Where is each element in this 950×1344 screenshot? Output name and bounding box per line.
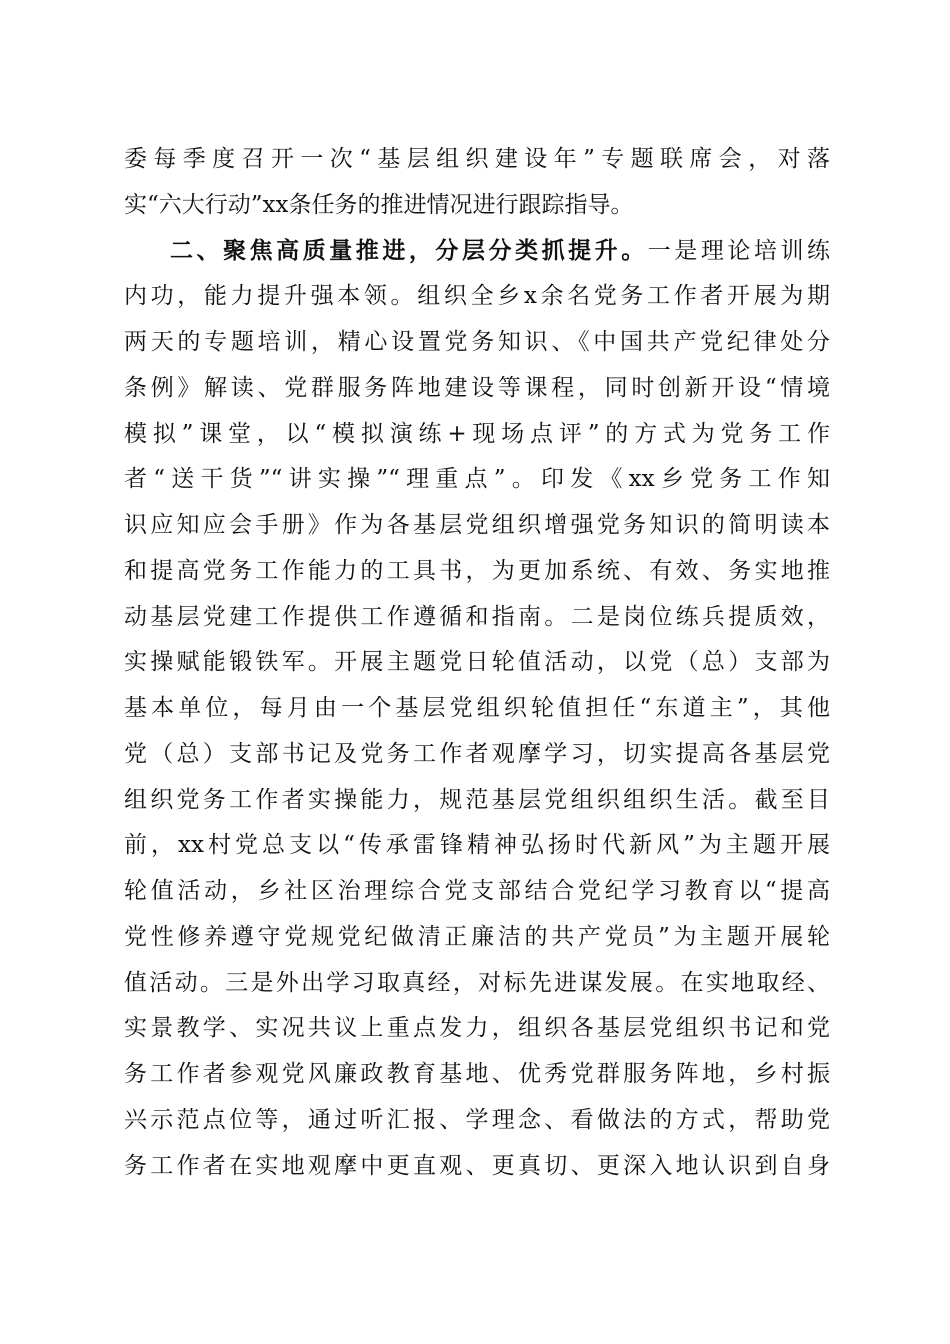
text-line: 实景教学、实况共议上重点发力，组织各基层党组织书记和党 [124, 1015, 830, 1042]
text-line: 识应知应会手册》作为各基层党组织增强党务知识的简明读本 [124, 512, 830, 538]
text-line: 组织党务工作者实操能力，规范基层党组织组织生活。截至目 [124, 786, 830, 813]
text-line: 务工作者在实地观摩中更直观、更真切、更深入地认识到自身 [124, 1152, 830, 1179]
section-heading: 二、聚焦高质量推进，分层分类抓提升。 [170, 237, 648, 264]
text-line: 前，xx村党总支以“传承雷锋精神弘扬时代新风”为主题开展 [124, 832, 830, 859]
text-line: 模拟”课堂，以“模拟演练+现场点评”的方式为党务工作 [124, 420, 830, 447]
text-line: 者“送干货”“讲实操”“理重点”。印发《xx乡党务工作知 [124, 466, 830, 493]
section-heading-line [124, 229, 830, 275]
text-line: 党（总）支部书记及党务工作者观摩学习，切实提高各基层党 [124, 740, 830, 767]
document-body [124, 137, 830, 1189]
text-line: 动基层党建工作提供工作遵循和指南。二是岗位练兵提质效， [124, 603, 830, 630]
text-line: 轮值活动，乡社区治理综合党支部结合党纪学习教育以“提高 [124, 878, 830, 904]
text-line: 值活动。三是外出学习取真经，对标先进谋发展。在实地取经、 [124, 969, 830, 996]
text-line: 务工作者参观党风廉政教育基地、优秀党群服务阵地，乡村振 [124, 1061, 830, 1087]
text-line: 和提高党务工作能力的工具书，为更加系统、有效、务实地推 [124, 557, 830, 584]
text-line: 基本单位，每月由一个基层党组织轮值担任“东道主”，其他 [124, 695, 830, 721]
text-line: 实“六大行动”xx条任务的推进情况进行跟踪指导。 [124, 191, 634, 218]
text-line: 条例》解读、党群服务阵地建设等课程，同时创新开设“情境 [124, 374, 830, 401]
text-line: 两天的专题培训，精心设置党务知识、《中国共产党纪律处分 [124, 329, 830, 355]
text-line: 党性修养遵守党规党纪做清正廉洁的共产党员”为主题开展轮 [124, 923, 830, 950]
text-line: 内功，能力提升强本领。组织全乡x余名党务工作者开展为期 [124, 283, 830, 310]
text-line: 兴示范点位等，通过听汇报、学理念、看做法的方式，帮助党 [124, 1106, 830, 1133]
text-line: 委每季度召开一次“基层组织建设年”专题联席会，对落 [124, 146, 830, 172]
text-line: 实操赋能锻铁军。开展主题党日轮值活动，以党（总）支部为 [124, 649, 830, 676]
text-line-rest: 一是理论培训练 [647, 237, 831, 264]
